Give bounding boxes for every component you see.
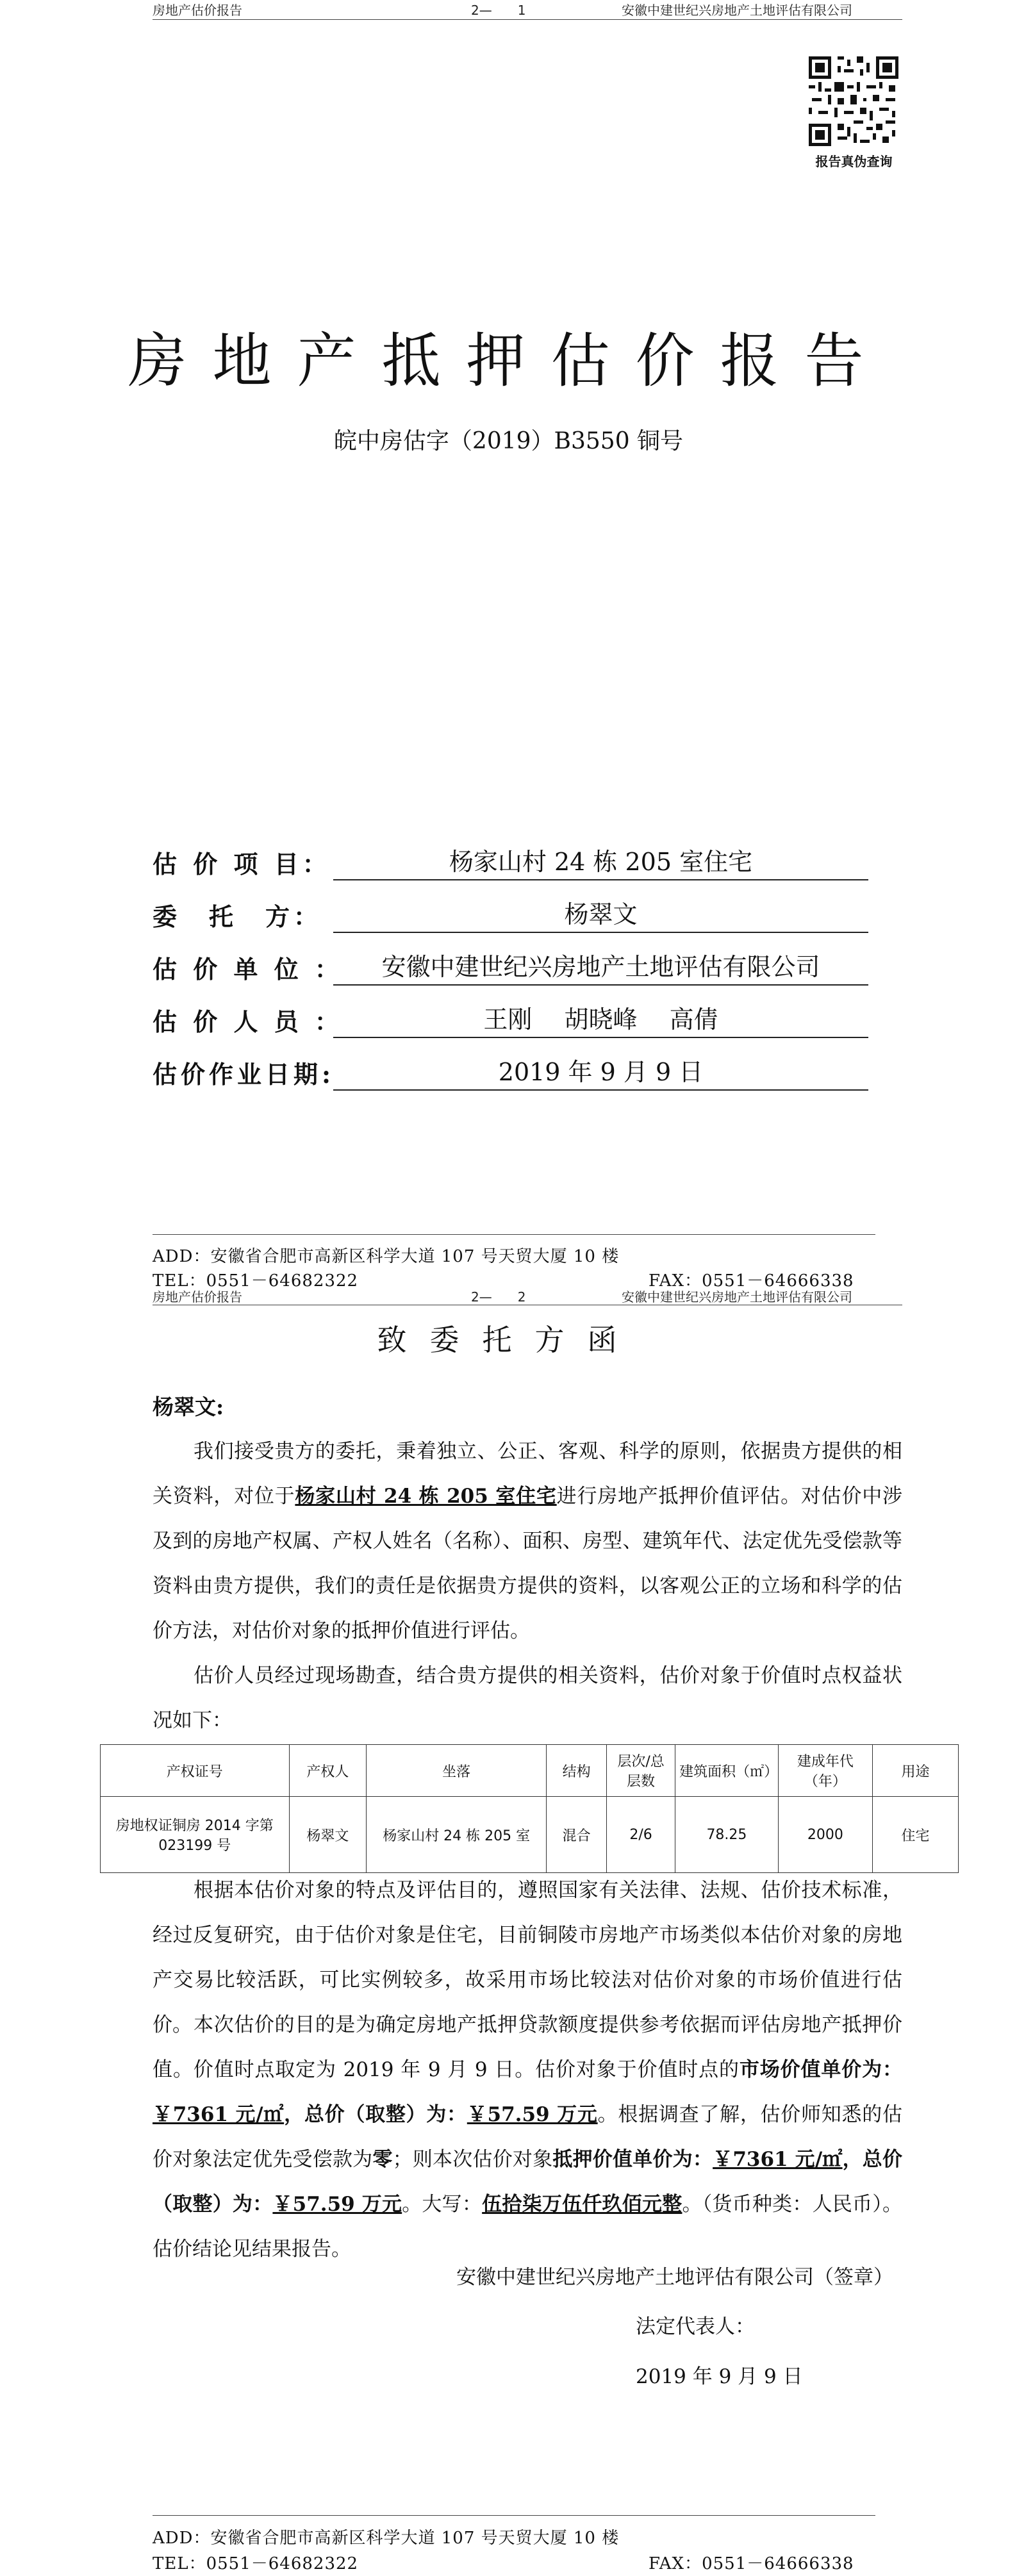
qr-caption: 报告真伪查询 [815, 154, 893, 169]
paragraph-site-inspection: 估价人员经过现场勘查，结合贵方提供的相关资料，估价对象于价值时点权益状况如下： [153, 1664, 902, 1732]
table-cell: 房地权证铜房 2014 字第 023199 号 [101, 1797, 290, 1873]
footer-tel: TEL：0551－64682322 [153, 1271, 359, 1291]
table-header-cell: 用途 [873, 1745, 959, 1797]
table-cell: 杨翠文 [289, 1797, 367, 1873]
verification-qr-code[interactable] [809, 56, 898, 146]
footer-rule [153, 2515, 875, 2516]
info-value-project: 杨家山村 24 栋 205 室住宅 [333, 845, 868, 880]
market-total-price: ￥57.59 万元 [467, 2103, 598, 2126]
table-cell: 78.25 [675, 1797, 779, 1873]
footer-address: ADD：安徽省合肥市高新区科学大道 107 号天贸大厦 10 楼 [153, 2529, 620, 2548]
text-segment: ；则本次估价对象 [392, 2148, 553, 2171]
priority-claim-value: 零 [372, 2148, 393, 2171]
footer-tel: TEL：0551－64682322 [153, 2554, 359, 2573]
text-segment: 。（货币种类：人民币）。估价结论见结果报告。 [153, 2193, 903, 2261]
text-segment: 本次估价的目的是为确定房地产抵押贷款额度提供参考依据而评估房地产抵押价值。价值时点取定为 2019 年 9 月 9 日。估价对象于价值时点的 [153, 2013, 902, 2081]
property-address: 杨家山村 24 栋 205 室住宅 [295, 1485, 557, 1508]
text-segment: 。根据调查了解，估价师知悉的估价对象法定优先受偿款为 [153, 2103, 903, 2171]
text-segment: 进行房地产抵押价值评估。对估价中涉及到的房地产权属、产权人姓名（名称）、面积、房型、建筑年代、法定优先受偿款等资料由贵方提供，我们的责任是依据贵方提供的资料，以客观公正的立场和科学的估价方法，对估价对象的抵押价值进行评估。 [153, 1485, 902, 1642]
running-header-page-number: 2— 2 [471, 1289, 526, 1305]
table-header-cell: 建成年代（年） [778, 1745, 872, 1797]
mortgage-total-price: ￥57.59 万元 [272, 2193, 402, 2216]
info-label-appraisers: 估 价 人 员 ： [153, 1007, 343, 1036]
info-value-appraisers: 王刚 胡晓峰 高倩 [333, 1002, 868, 1038]
report-number: 皖中房估字（2019）B3550 铜号 [333, 428, 684, 454]
footer-fax: FAX：0551－64666338 [649, 1271, 854, 1291]
market-unit-price-label: 市场价值单价为： [739, 2058, 903, 2081]
paragraph-engagement [153, 1429, 902, 1653]
table-cell: 混合 [547, 1797, 607, 1873]
table-cell: 2000 [778, 1797, 872, 1873]
info-value-client: 杨翠文 [333, 897, 868, 933]
text-segment: 我们接受贵方的委托，秉着独立、公正、客观、科学的原则，依据贵方提供的相关资料，对位于 [153, 1440, 902, 1508]
signature-date: 2019 年 9 月 9 日 [636, 2365, 803, 2388]
table-header-cell: 建筑面积（㎡） [675, 1745, 779, 1797]
info-label-appraiser-unit: 估 价 单 位 ： [153, 955, 343, 984]
signature-company: 安徽中建世纪兴房地产土地评估有限公司（签章） [456, 2266, 893, 2289]
running-header-right: 安徽中建世纪兴房地产土地评估有限公司 [622, 3, 852, 18]
table-cell: 2/6 [606, 1797, 675, 1873]
table-header-cell: 产权人 [289, 1745, 367, 1797]
mortgage-unit-price: ￥7361 元/㎡ [713, 2148, 843, 2171]
amount-in-words: 伍拾柒万伍仟玖佰元整 [482, 2193, 682, 2216]
running-header-right: 安徽中建世纪兴房地产土地评估有限公司 [622, 1289, 852, 1305]
property-table [100, 1744, 959, 1873]
market-total-label: ，总价（取整）为： [284, 2103, 467, 2126]
info-value-appraiser-unit: 安徽中建世纪兴房地产土地评估有限公司 [333, 950, 868, 986]
header-rule [153, 19, 902, 20]
table-cell: 住宅 [873, 1797, 959, 1873]
table-row [101, 1797, 959, 1873]
paragraph-valuation-conclusion [153, 2002, 902, 2272]
table-cell: 杨家山村 24 栋 205 室 [367, 1797, 547, 1873]
table-header-row [101, 1745, 959, 1797]
letter-title: 致委托方函 [377, 1323, 640, 1357]
market-unit-price: ￥7361 元/㎡ [153, 2103, 285, 2126]
info-label-work-date: 估价作业日期: [153, 1060, 335, 1089]
running-header-left: 房地产估价报告 [153, 3, 242, 18]
table-header-cell: 产权证号 [101, 1745, 290, 1797]
footer-fax: FAX：0551－64666338 [649, 2554, 854, 2573]
footer-address: ADD：安徽省合肥市高新区科学大道 107 号天贸大厦 10 楼 [153, 1247, 620, 1266]
table-header-cell: 结构 [547, 1745, 607, 1797]
info-label-project: 估 价 项 目： [153, 850, 331, 879]
table-header-cell: 坐落 [367, 1745, 547, 1797]
info-label-client: 委 托 方： [153, 902, 322, 931]
mortgage-unit-price-label: 抵押价值单价为： [552, 2148, 713, 2171]
paragraph-methodology: 根据本估价对象的特点及评估目的，遵照国家有关法律、法规、估价技术标准，经过反复研究，由于估价对象是住宅，目前铜陵市房地产市场类似本估价对象的房地产交易比较活跃，可比实例较多，故采用市场比较法对估价对象的市场价值进行估价。 [153, 1879, 902, 2036]
salutation: 杨翠文: [153, 1394, 224, 1419]
running-header-page-number: 2— 1 [471, 3, 526, 18]
text-segment: 。大写： [402, 2193, 483, 2216]
mortgage-total-label: ，总价（取整）为： [153, 2148, 903, 2216]
running-header-left: 房地产估价报告 [153, 1289, 242, 1305]
info-value-work-date: 2019 年 9 月 9 日 [333, 1055, 868, 1091]
signature-legal-representative: 法定代表人： [636, 2315, 755, 2338]
footer-rule [153, 1234, 875, 1235]
report-title: 房地产抵押估价报告 [128, 327, 889, 395]
table-header-cell: 层次/总层数 [606, 1745, 675, 1797]
